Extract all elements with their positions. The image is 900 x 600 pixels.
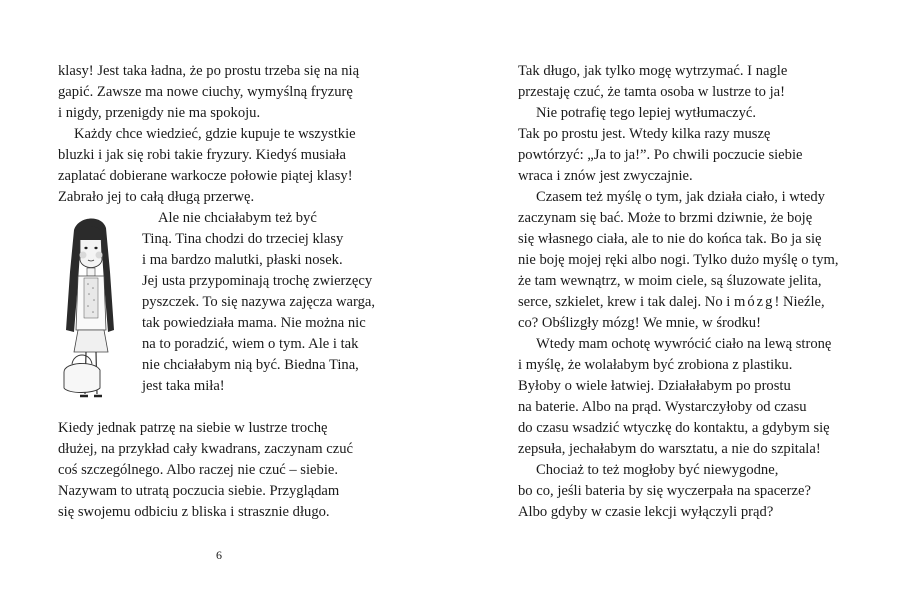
girl-illustration [44,212,136,407]
text-line: jest taka miła! [142,378,225,394]
text-line: przestaję czuć, że tamta osoba w lustrze to ja! [518,84,786,100]
text-line: zaplatać dobierane warkocze połowie piątej klasy! [58,168,353,184]
text-line: bluzki i jak się robi takie fryzury. Kiedyś musiała [58,147,347,163]
text-line: wraca i znów jest zwyczajnie. [518,168,693,184]
text-line: nie chciałabym nią być. Biedna Tina, [142,357,359,373]
text-line: że tam wewnątrz, w moim ciele, są śluzowate jelita, [518,273,822,289]
text-line: i ma bardzo malutki, płaski nosek. [142,252,343,268]
text-segment: ! Nieźle, [774,294,825,310]
text-line: gapić. Zawsze ma nowe ciuchy, wymyślną fryzurę [58,84,353,100]
text-line: dłużej, na przykład cały kwadrans, zaczynam czuć [58,441,353,457]
text-line: na to poradzić, wiem o tym. Ale i tak [142,336,359,352]
text-line: i myślę, że wolałabym być zrobiona z plastiku. [518,357,793,373]
text-line: Nie potrafię tego lepiej wytłumaczyć. [536,105,757,121]
text-line: powtórzyć: „Ja to ja!”. Po chwili poczucie siebie [518,147,803,163]
text-line: Ale nie chciałabym też być [158,210,317,226]
text-line: Każdy chce wiedzieć, gdzie kupuje te wszystkie [74,126,356,142]
text-line: się własnego ciała, ale to nie do końca tak. Bo ja się [518,231,822,247]
text-line: bo co, jeśli bateria by się wyczerpała na spacerze? [518,483,811,499]
text-line: Nazywam to utratą poczucia siebie. Przyglądam [58,483,340,499]
text-line: Jej usta przypominają trochę zwierzęcy [142,273,373,289]
text-line: Czasem też myślę o tym, jak działa ciało, i wtedy [536,189,825,205]
page-number: 6 [216,548,222,562]
text-line: tak powiedziała mama. Nie można nic [142,315,366,331]
text-line: zaczynam się bać. Może to brzmi dziwnie, że boję [518,210,813,226]
text-line [518,292,825,312]
text-line: Kiedy jednak patrzę na siebie w lustrze trochę [58,420,328,436]
text-line: zepsuła, jechałabym do warsztatu, a nie do szpitala! [518,441,821,457]
text-line: Tiną. Tina chodzi do trzeciej klasy [142,231,344,247]
text-line: nie boję mojej ręki albo nogi. Tylko dużo myślę o tym, [518,252,839,268]
right-page [450,0,900,600]
text-line: klasy! Jest taka ładna, że po prostu trzeba się na nią [58,63,360,79]
text-line: Tak po prostu jest. Wtedy kilka razy muszę [518,126,771,142]
text-line: Chociaż to też mogłoby być niewygodne, [536,462,779,478]
text-line: Wtedy mam ochotę wywrócić ciało na lewą stronę [536,336,832,352]
text-line: i nigdy, przenigdy nie ma spokoju. [58,105,261,121]
text-line: coś szczególnego. Albo raczej nie czuć – siebie. [58,462,338,478]
text-line: do czasu wsadzić wtyczkę do kontaktu, a gdybym się [518,420,830,436]
text-line: co? Obślizgły mózg! We mnie, w środku! [518,315,761,331]
text-segment: serce, szkielet, krew i tak dalej. No i [518,294,734,310]
text-line: Tak długo, jak tylko mogę wytrzymać. I nagle [518,63,788,79]
text-line: Zabrało jej to całą długą przerwę. [58,189,255,205]
emphasized-word: mózg [734,294,775,310]
text-line: Byłoby o wiele łatwiej. Działałabym po prostu [518,378,791,394]
text-line: pyszczek. To się nazywa zajęcza warga, [142,294,376,310]
text-line: Albo gdyby w czasie lekcji wyłączyli prąd? [518,504,774,520]
text-line: się swojemu odbiciu z bliska i strasznie długo. [58,504,330,520]
text-line: na baterie. Albo na prąd. Wystarczyłoby od czasu [518,399,807,415]
